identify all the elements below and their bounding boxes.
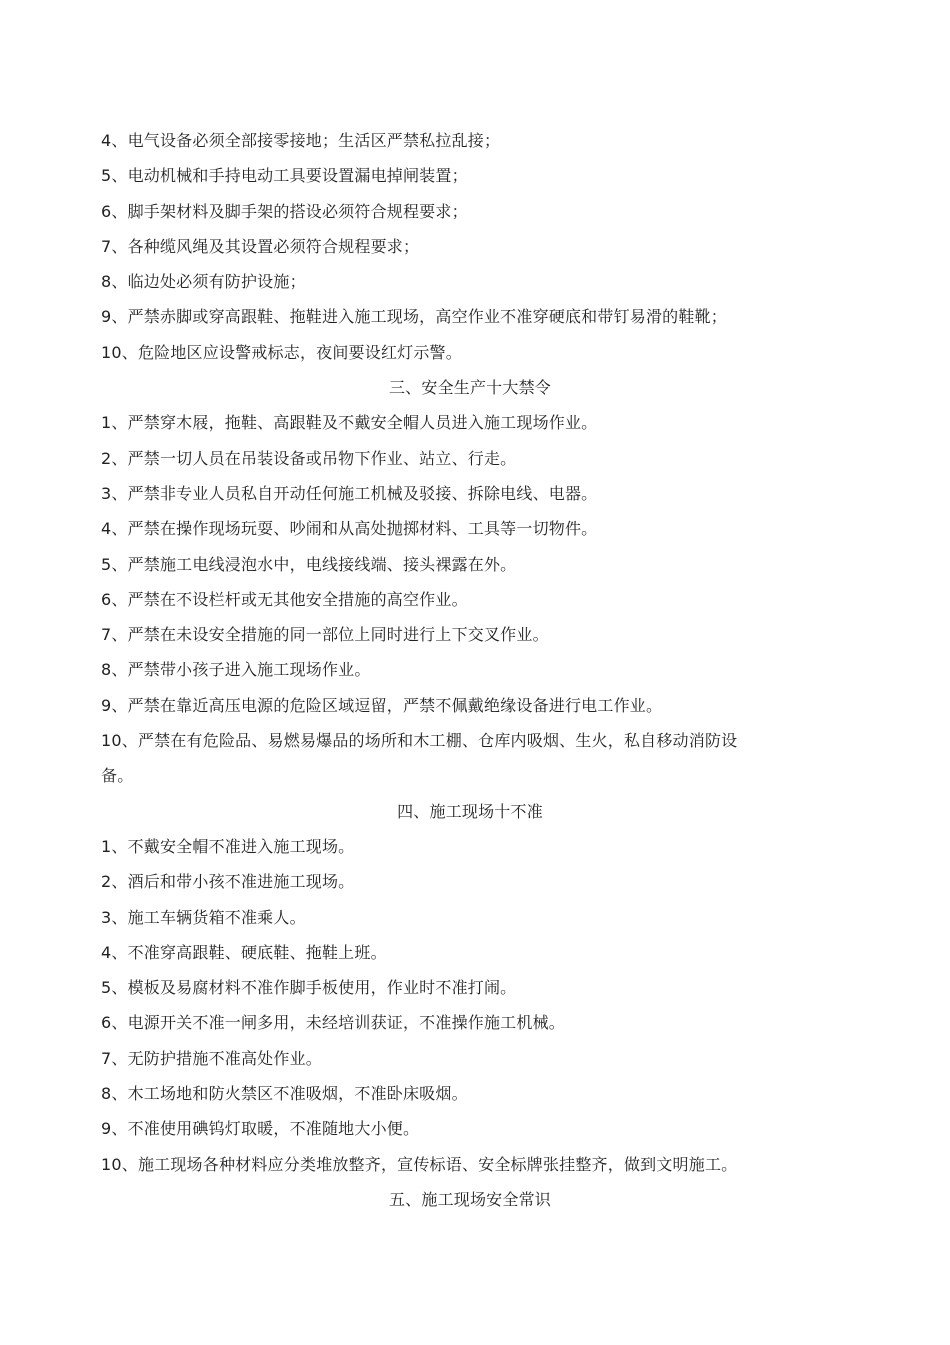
list-item: 6、脚手架材料及脚手架的搭设必须符合规程要求；: [101, 201, 468, 221]
list-item: 10、施工现场各种材料应分类堆放整齐，宣传标语、安全标牌张挂整齐，做到文明施工。: [101, 1154, 738, 1174]
document-body: [101, 123, 821, 1217]
list-item: 4、严禁在操作现场玩耍、吵闹和从高处抛掷材料、工具等一切物件。: [101, 519, 598, 539]
list-item: 6、严禁在不设栏杆或无其他安全措施的高空作业。: [101, 589, 468, 609]
section5-heading: 五、施工现场安全常识: [388, 1189, 551, 1209]
list-item: 9、严禁在靠近高压电源的危险区域逗留，严禁不佩戴绝缘设备进行电工作业。: [101, 695, 663, 715]
list-item: 5、模板及易腐材料不准作脚手板使用，作业时不准打闹。: [101, 978, 517, 998]
list-item: 1、严禁穿木屐，拖鞋、高跟鞋及不戴安全帽人员进入施工现场作业。: [101, 413, 598, 433]
list-item: 9、严禁赤脚或穿高跟鞋、拖鞋进入施工现场，高空作业不准穿硬底和带钉易滑的鞋靴；: [101, 307, 727, 327]
list-item-line: 10、严禁在有危险品、易燃易爆品的场所和木工棚、仓库内吸烟、生火，私自移动消防设: [101, 731, 738, 751]
list-item: 3、施工车辆货箱不准乘人。: [101, 907, 306, 927]
list-item: [101, 723, 821, 794]
list-item: 4、电气设备必须全部接零接地；生活区严禁私拉乱接；: [101, 131, 501, 150]
list-item: 4、不准穿高跟鞋、硬底鞋、拖鞋上班。: [101, 942, 387, 962]
list-item: 8、严禁带小孩子进入施工现场作业。: [101, 660, 371, 680]
list-item: 7、严禁在未设安全措施的同一部位上同时进行上下交叉作业。: [101, 625, 549, 645]
list-item: 1、不戴安全帽不准进入施工现场。: [101, 836, 355, 856]
list-item-line: 备。: [101, 766, 134, 786]
section2-list: [101, 123, 821, 370]
list-item: 10、危险地区应设警戒标志，夜间要设红灯示警。: [101, 342, 462, 362]
list-item: 6、电源开关不准一闸多用，未经培训获证，不准操作施工机械。: [101, 1013, 565, 1033]
list-item: 2、酒后和带小孩不准进施工现场。: [101, 872, 355, 892]
list-item: 8、临边处必须有防护设施；: [101, 272, 306, 292]
list-item: 5、电动机械和手持电动工具要设置漏电掉闸装置；: [101, 166, 468, 186]
list-item: 3、严禁非专业人员私自开动任何施工机械及驳接、拆除电线、电器。: [101, 483, 598, 503]
list-item: 2、严禁一切人员在吊装设备或吊物下作业、站立、行走。: [101, 448, 517, 468]
section4-heading: 四、施工现场十不准: [397, 801, 543, 821]
section4-list: [101, 829, 821, 1182]
list-item: 8、木工场地和防火禁区不准吸烟，不准卧床吸烟。: [101, 1084, 468, 1104]
list-item: 5、严禁施工电线浸泡水中，电线接线端、接头裸露在外。: [101, 554, 517, 574]
section3-list: [101, 405, 821, 793]
list-item: 9、不准使用碘钨灯取暖，不准随地大小便。: [101, 1119, 420, 1139]
list-item: 7、无防护措施不准高处作业。: [101, 1048, 322, 1068]
list-item: 7、各种缆风绳及其设置必须符合规程要求；: [101, 236, 420, 256]
section3-heading: 三、安全生产十大禁令: [388, 378, 551, 398]
